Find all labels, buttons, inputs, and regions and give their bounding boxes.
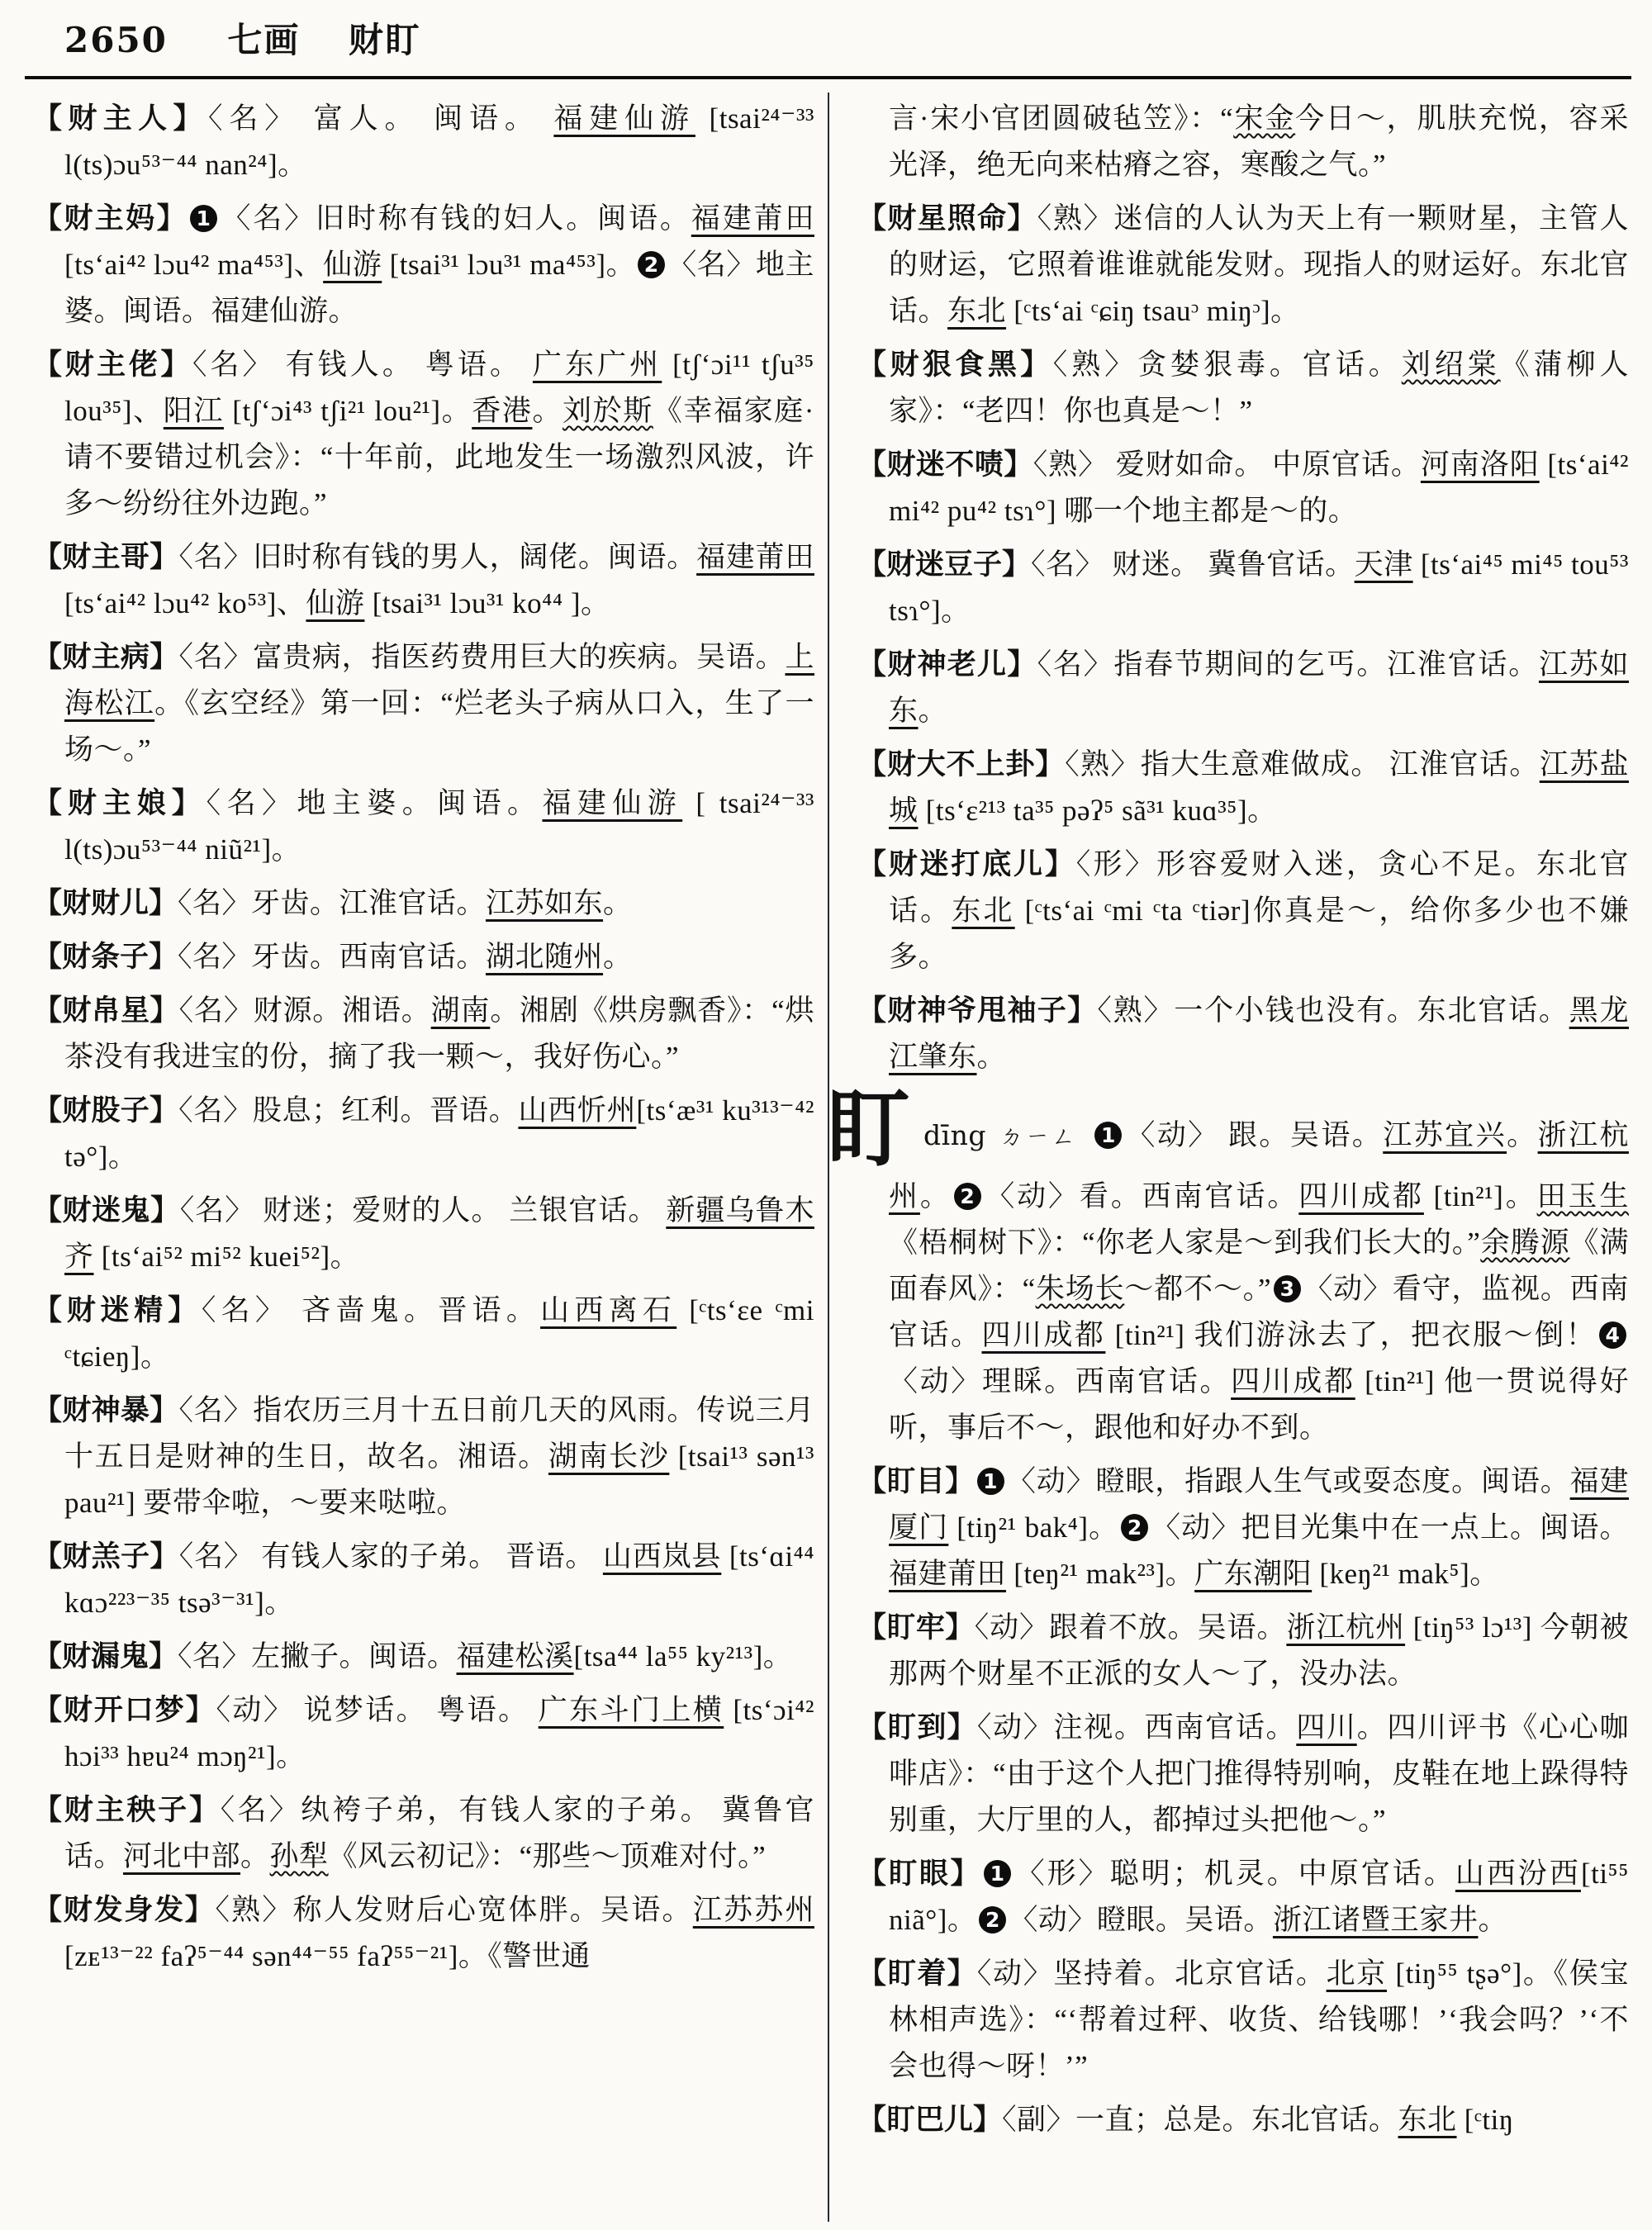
headword: 【盯到】 — [857, 1711, 977, 1744]
place-name: 福建厦门 — [889, 1465, 1629, 1544]
definition-text: 〈动〉把目光集中在一点上。闽语。 — [1151, 1511, 1629, 1544]
definition-text: 〈熟〉一个小钱也没有。东北官话。 — [1097, 994, 1569, 1027]
definition-text: 〈动〉理睬。西南官话。 — [889, 1365, 1232, 1397]
definition-text: 言·宋小官团圆破毡笠》：“ — [889, 102, 1234, 135]
place-name: 广东潮阳 — [1194, 1558, 1313, 1590]
dictionary-entry — [33, 1634, 814, 1680]
place-name: 黑龙江肇东 — [889, 994, 1629, 1073]
person-name: 余腾源 — [1480, 1226, 1570, 1259]
person-name: 刘绍棠 — [1401, 349, 1501, 381]
definition-text: 。 — [919, 1180, 952, 1212]
headword: 【盯牢】 — [857, 1611, 975, 1644]
headword: 【财股子】 — [33, 1094, 179, 1127]
definition-text: 《蒲柳人家》：“老四！你也真是～！” — [889, 349, 1629, 427]
dictionary-entry — [857, 842, 1629, 980]
dictionary-entry — [33, 96, 814, 188]
definition-text: ～都不～。” — [1124, 1273, 1272, 1305]
definition-text: 〈名〉地主婆。闽语。福建仙游。 — [64, 249, 814, 327]
sense-number: 1 — [1094, 1122, 1122, 1149]
definition-text: [tsa⁴⁴ la⁵⁵ ky²¹³]。 — [573, 1640, 793, 1672]
definition-text: 。湘剧《烘房飘香》：“烘茶没有我进宝的份，摘了我一颗～，我好伤心。” — [64, 994, 814, 1073]
dictionary-entry — [33, 1787, 814, 1880]
definition-text: 〈熟〉迷信的人认为天上有一颗财星，主管人的财运，它照着谁谁就能发财。现指人的财运好。东北官话。 — [889, 202, 1629, 327]
headword: 【财主佬】 — [33, 349, 192, 381]
definition-text: [tin²¹] 我们游泳去了，把衣服～倒！ — [1105, 1319, 1597, 1351]
definition-text: 今日～，肌肤充悦，容采光泽，绝无向来枯瘠之容，寒酸之气。” — [889, 102, 1629, 181]
place-name: 四川 — [1296, 1711, 1357, 1744]
definition-text: [tsai³¹ lɔu³¹ ma⁴⁵³]。 — [382, 249, 636, 281]
definition-text: 。 — [603, 887, 633, 919]
definition-text: 〈名〉纨袴子弟，有钱人家的子弟。 冀鲁官话。 — [64, 1794, 814, 1872]
place-name: 湖南长沙 — [548, 1440, 670, 1473]
place-name: 上海松江 — [64, 641, 814, 719]
headword: 【盯着】 — [857, 1957, 977, 1990]
definition-text: [ts‘æ³¹ ku³¹³⁻⁴² tə°]。 — [64, 1094, 814, 1173]
definition-text: [ts‘ai⁴² mi⁴² pu⁴² tsɿ°] 哪一个地主都是～的。 — [889, 448, 1629, 527]
zhuyin: ㄉㄧㄥ — [998, 1124, 1078, 1151]
definition-text: 〈动〉注视。西南官话。 — [976, 1711, 1297, 1744]
headword: 【盯巴儿】 — [857, 2104, 1003, 2136]
definition-text: 。 — [1478, 1904, 1507, 1936]
dictionary-entry — [857, 988, 1629, 1080]
definition-text: [ᶜts‘ɛe ᶜmi ᶜtɕieŋ]。 — [64, 1294, 814, 1373]
definition-text: [ts‘ɑi⁴⁴ kɑɔ²²³⁻³⁵ tsə³⁻³¹]。 — [64, 1540, 814, 1619]
definition-text: [tsai²⁴⁻³³ l(ts)ɔu⁵³⁻⁴⁴ nan²⁴]。 — [64, 102, 814, 181]
headword: 【财神爷甩袖子】 — [857, 994, 1098, 1027]
definition-text: 〈形〉形容爱财入迷，贪心不足。东北官话。 — [889, 848, 1629, 927]
sense-number: 2 — [638, 251, 665, 278]
headword: 【财大不上卦】 — [857, 748, 1066, 780]
dictionary-entry — [33, 1687, 814, 1780]
definition-text: [tsai¹³ sən¹³ pau²¹] 要带伞啦，～要来哒啦。 — [64, 1440, 814, 1519]
definition-text: 〈名〉 有钱人家的子弟。 晋语。 — [178, 1540, 603, 1573]
place-name: 广东广州 — [532, 349, 662, 381]
place-name: 湖北随州 — [486, 941, 604, 973]
place-name: 河南洛阳 — [1420, 448, 1540, 481]
definition-text: 〈动〉瞪眼。吴语。 — [1009, 1904, 1273, 1936]
headword: 【财发身发】 — [33, 1894, 216, 1926]
dictionary-entry — [857, 196, 1629, 334]
sense-number: 4 — [1599, 1321, 1626, 1349]
section-label: 七画 — [227, 22, 301, 60]
place-name: 仙游 — [306, 587, 365, 619]
person-name: 朱场长 — [1035, 1273, 1125, 1305]
definition-text: 。《玄空经》第一回：“烂老头子病从口入，生了一场～。” — [64, 687, 814, 766]
place-name: 江苏苏州 — [692, 1894, 814, 1926]
definition-text: 。 — [918, 695, 948, 727]
definition-text: 〈名〉 有钱人。 粤语。 — [192, 349, 533, 381]
headword: 【财财儿】 — [33, 887, 178, 919]
headword: 【财帛星】 — [33, 994, 179, 1027]
definition-text: [ts‘ai⁴² lɔu⁴² ma⁴⁵³]、 — [64, 249, 324, 281]
dictionary-entry — [857, 1705, 1629, 1843]
headword-range: 财盯 — [348, 22, 421, 60]
headword: 【财主哥】 — [33, 541, 179, 573]
headword: 【财迷鬼】 — [33, 1194, 180, 1226]
place-name: 福建仙游 — [542, 787, 683, 819]
place-name: 江苏如东 — [889, 648, 1629, 727]
definition-text: [tʃ‘ɔi⁴³ tʃi²¹ lou²¹]。 — [223, 395, 472, 427]
dictionary-entry — [857, 1951, 1629, 2090]
dictionary-entry — [857, 1605, 1629, 1697]
place-name: 浙江诸暨王家井 — [1272, 1904, 1479, 1936]
dictionary-entry — [33, 1388, 814, 1526]
sense-number: 2 — [1121, 1514, 1148, 1541]
sense-number: 1 — [984, 1860, 1011, 1887]
place-name: 山西汾西 — [1455, 1858, 1581, 1890]
definition-text: [keŋ²¹ mak⁵]。 — [1312, 1558, 1499, 1590]
sense-number: 1 — [190, 205, 217, 232]
definition-text: 〈名〉财源。湘语。 — [178, 994, 431, 1027]
dictionary-entry — [857, 542, 1629, 634]
headword: 【财星照命】 — [857, 202, 1037, 235]
dictionary-entry — [857, 442, 1629, 534]
place-name: 河北中部 — [123, 1840, 241, 1872]
place-name: 浙江杭州 — [889, 1119, 1629, 1212]
big-headword: 盯 — [826, 1084, 910, 1177]
place-name: 东北 — [947, 295, 1007, 327]
place-name: 东北 — [952, 894, 1015, 927]
headword: 【财迷豆子】 — [857, 548, 1032, 581]
definition-text: 〈名〉 吝啬鬼。晋语。 — [201, 1294, 541, 1326]
definition-text: 〈名〉旧时称有钱的妇人。闽语。 — [219, 202, 691, 235]
headword: 【财主人】 — [33, 102, 208, 135]
definition-text: [ts‘ɔi⁴² hɔi³³ hɐu²⁴ mɔŋ²¹]。 — [64, 1694, 814, 1772]
definition-text: 〈名〉股息；红利。晋语。 — [178, 1094, 519, 1127]
place-name: 福建仙游 — [553, 102, 695, 135]
headword: 【财条子】 — [33, 941, 178, 973]
place-name: 福建松溪 — [456, 1640, 574, 1672]
dictionary-entry — [857, 642, 1629, 734]
headword: 【财羔子】 — [33, 1540, 179, 1573]
definition-text: [ tsai²⁴⁻³³ l(ts)ɔu⁵³⁻⁴⁴ niũ²¹]。 — [64, 787, 814, 866]
dictionary-entry — [33, 534, 814, 627]
definition-text: 。 — [1507, 1119, 1538, 1151]
header-rule — [25, 76, 1631, 79]
dictionary-entry — [857, 742, 1629, 834]
definition-text: [tin²¹]。 — [1423, 1180, 1537, 1212]
place-name: 山西忻州 — [518, 1094, 637, 1127]
definition-text: 〈熟〉贪婪狠毒。官话。 — [1052, 349, 1402, 381]
definition-text: 〈名〉 财迷；爱财的人。 兰银官话。 — [179, 1194, 667, 1226]
place-name: 仙游 — [323, 249, 382, 281]
headword: 【财神老儿】 — [857, 648, 1037, 681]
dictionary-entry — [33, 342, 814, 527]
place-name: 四川成都 — [981, 1319, 1106, 1351]
place-name: 香港 — [472, 395, 533, 427]
dictionary-entry — [857, 1459, 1629, 1597]
place-name: 山西岚县 — [602, 1540, 722, 1573]
definition-text: 〈名〉指农历三月十五日前几天的风雨。传说三月十五日是财神的生日，故名。湘语。 — [64, 1394, 814, 1473]
place-name: 北京 — [1326, 1957, 1387, 1990]
definition-text: 《梧桐树下》：“你老人家是～到我们长大的。” — [889, 1226, 1481, 1259]
place-name: 四川成都 — [1231, 1365, 1355, 1397]
definition-text: 〈熟〉指大生意难做成。 江淮官话。 — [1065, 748, 1540, 780]
place-name: 福建莆田 — [889, 1558, 1007, 1590]
headword: 【财迷不啧】 — [857, 448, 1033, 481]
definition-text: 〈名〉牙齿。江淮官话。 — [178, 887, 487, 919]
dictionary-entry — [33, 934, 814, 980]
definition-text: 《幸福家庭·请不要错过机会》：“十年前，此地发生一场激烈风波，许多～纷纷往外边跑。” — [64, 395, 814, 520]
place-name: 新疆乌鲁木齐 — [64, 1194, 814, 1273]
definition-text: [ᶜtiŋ — [1456, 2104, 1514, 2136]
dictionary-entry — [33, 1088, 814, 1180]
headword: 【财主秧子】 — [33, 1794, 221, 1826]
definition-text: 〈名〉旧时称有钱的男人，阔佬。闽语。 — [178, 541, 697, 573]
definition-text: 〈熟〉称人发财后心宽体胖。吴语。 — [215, 1894, 693, 1926]
definition-text: 。四川评书《心心咖啡店》：“由于这个人把门推得特别响，皮鞋在地上跺得特别重，大厅里的人，都掉过头把他～。” — [889, 1711, 1629, 1836]
person-name: 宋金 — [1233, 102, 1296, 135]
dictionary-entry — [33, 988, 814, 1080]
definition-text: 〈名〉富贵病，指医药费用巨大的疾病。吴语。 — [178, 641, 786, 673]
definition-text: 〈副〉一直；总是。东北官话。 — [1002, 2104, 1398, 2136]
definition-text: 〈动〉跟着不放。吴语。 — [974, 1611, 1287, 1644]
definition-text: [tsai³¹ lɔu³¹ ko⁴⁴ ]。 — [364, 587, 610, 619]
definition-text: [ts‘ai⁴² lɔu⁴² ko⁵³]、 — [64, 587, 306, 619]
definition-text: 〈名〉地主婆。闽语。 — [206, 787, 543, 819]
definition-text: 〈动〉看。西南官话。 — [983, 1180, 1299, 1212]
dictionary-entry — [826, 1084, 1629, 1451]
definition-text: [tiŋ²¹ bak⁴]。 — [948, 1511, 1119, 1544]
page-header — [64, 13, 421, 63]
dictionary-entry — [33, 780, 814, 873]
headword: 【财开口梦】 — [33, 1694, 216, 1726]
definition-text: 。 — [532, 395, 563, 427]
definition-text: [tiŋ⁵³ lɔ¹³] 今朝被那两个财星不正派的女人～了，没办法。 — [889, 1611, 1629, 1690]
definition-text: 〈名〉左撇子。闽语。 — [178, 1640, 457, 1672]
place-name: 四川成都 — [1298, 1180, 1424, 1212]
sense-number: 2 — [979, 1906, 1006, 1933]
dictionary-entry — [33, 1534, 814, 1626]
definition-text: [tʃ‘ɔi¹¹ tʃu³⁵ lou³⁵]、 — [64, 349, 814, 427]
page-number: 2650 — [64, 20, 168, 60]
headword: 【财神暴】 — [33, 1394, 179, 1426]
dictionary-entry — [33, 634, 814, 773]
definition-text: 〈名〉 富人。 闽语。 — [207, 102, 554, 135]
headword: 【财主病】 — [33, 641, 179, 673]
definition-text: 〈形〉聪明；机灵。中原官话。 — [1014, 1858, 1455, 1890]
dictionary-entry — [857, 96, 1629, 188]
sense-number: 2 — [954, 1183, 981, 1210]
headword: 【财主娘】 — [33, 787, 206, 819]
dictionary-entry — [33, 1887, 814, 1980]
person-name: 刘於斯 — [563, 395, 653, 427]
definition-text: [ᶜts‘ai ᶜmi ᶜta ᶜtiər]你真是～，给你多少也不嫌多。 — [889, 894, 1629, 973]
headword: 【盯目】 — [857, 1465, 975, 1497]
headword: 【盯眼】 — [857, 1858, 982, 1890]
person-name: 田玉生 — [1536, 1180, 1629, 1212]
definition-text: 〈动〉 跟。吴语。 — [1124, 1119, 1384, 1151]
place-name: 湖南 — [430, 994, 491, 1027]
definition-text: 《满面春风》：“ — [889, 1226, 1629, 1305]
place-name: 阳江 — [163, 395, 224, 427]
dictionary-entry — [857, 342, 1629, 434]
place-name: 山西离石 — [540, 1294, 677, 1326]
dictionary-entry — [33, 1188, 814, 1280]
headword: 【财迷精】 — [33, 1294, 202, 1326]
definition-text: 〈动〉坚持着。北京官话。 — [976, 1957, 1327, 1990]
left-column — [33, 96, 814, 1987]
dictionary-entry — [857, 1851, 1629, 1943]
definition-text: 〈动〉看守，监视。西南官话。 — [889, 1273, 1629, 1351]
definition-text: 《风云初记》：“那些～顶难对付。” — [328, 1840, 767, 1872]
definition-text: 。 — [603, 941, 633, 973]
definition-text: [zᴇ¹³⁻²² faʔ⁵⁻⁴⁴ sən⁴⁴⁻⁵⁵ faʔ⁵⁵⁻²¹]。《警世通 — [64, 1940, 591, 1972]
definition-text: [tin²¹] 他一贯说得好听，事后不～，跟他和好办不到。 — [889, 1365, 1629, 1444]
place-name: 广东斗门上横 — [538, 1694, 724, 1726]
definition-text: 〈动〉 说梦话。 粤语。 — [216, 1694, 539, 1726]
sense-number: 1 — [977, 1468, 1004, 1495]
definition-text: [teŋ²¹ mak²³]。 — [1006, 1558, 1195, 1590]
place-name: 天津 — [1354, 548, 1413, 581]
place-name: 福建莆田 — [691, 202, 814, 235]
dictionary-entry — [33, 1288, 814, 1380]
place-name: 江苏宜兴 — [1383, 1119, 1507, 1151]
definition-text: 。 — [240, 1840, 270, 1872]
pinyin: dīng — [923, 1119, 987, 1151]
place-name: 福建莆田 — [696, 541, 814, 573]
headword: 【财狠食黑】 — [857, 349, 1053, 381]
place-name: 东北 — [1398, 2104, 1457, 2136]
definition-text: 〈名〉牙齿。西南官话。 — [178, 941, 487, 973]
definition-text: 。 — [976, 1041, 1007, 1073]
person-name: 孙犁 — [269, 1840, 329, 1872]
definition-text: [tiŋ⁵⁵ tʂə°]。《侯宝林相声选》：“‘帮着过秤、收货、给钱哪！’‘我会吗？’‘不会也得～呀！’” — [889, 1957, 1629, 2082]
headword: 【财迷打底儿】 — [857, 848, 1076, 880]
dictionary-entry — [33, 880, 814, 927]
place-name: 江苏如东 — [486, 887, 604, 919]
definition-text: [ts‘ai⁴⁵ mi⁴⁵ tou⁵³ tsɿ°]。 — [889, 548, 1629, 627]
definition-text: 〈名〉指春节期间的乞丐。江淮官话。 — [1037, 648, 1539, 681]
definition-text: 〈名〉 财迷。 冀鲁官话。 — [1031, 548, 1355, 581]
definition-text: [ti⁵⁵ niã°]。 — [889, 1858, 1629, 1936]
definition-text: [ts‘ɛ²¹³ ta³⁵ pəʔ⁵ sã³¹ kuɑ³⁵]。 — [918, 795, 1277, 827]
sense-number: 3 — [1274, 1275, 1301, 1302]
dictionary-entry — [33, 196, 814, 334]
definition-text: 〈动〉瞪眼，指跟人生气或耍态度。闽语。 — [1006, 1465, 1570, 1497]
definition-text: [ts‘ai⁵² mi⁵² kuei⁵²]。 — [93, 1241, 360, 1273]
place-name: 浙江杭州 — [1286, 1611, 1406, 1644]
headword: 【财主妈】 — [33, 202, 188, 235]
headword: 【财漏鬼】 — [33, 1640, 178, 1672]
right-column — [826, 96, 1629, 2151]
definition-text: [ᶜts‘ai ᶜɕiŋ tsauᵓ miŋᵓ]。 — [1006, 295, 1300, 327]
dictionary-entry — [857, 2097, 1629, 2143]
definition-text: 〈熟〉 爱财如命。 中原官话。 — [1032, 448, 1421, 481]
place-name: 江苏盐城 — [889, 748, 1629, 827]
